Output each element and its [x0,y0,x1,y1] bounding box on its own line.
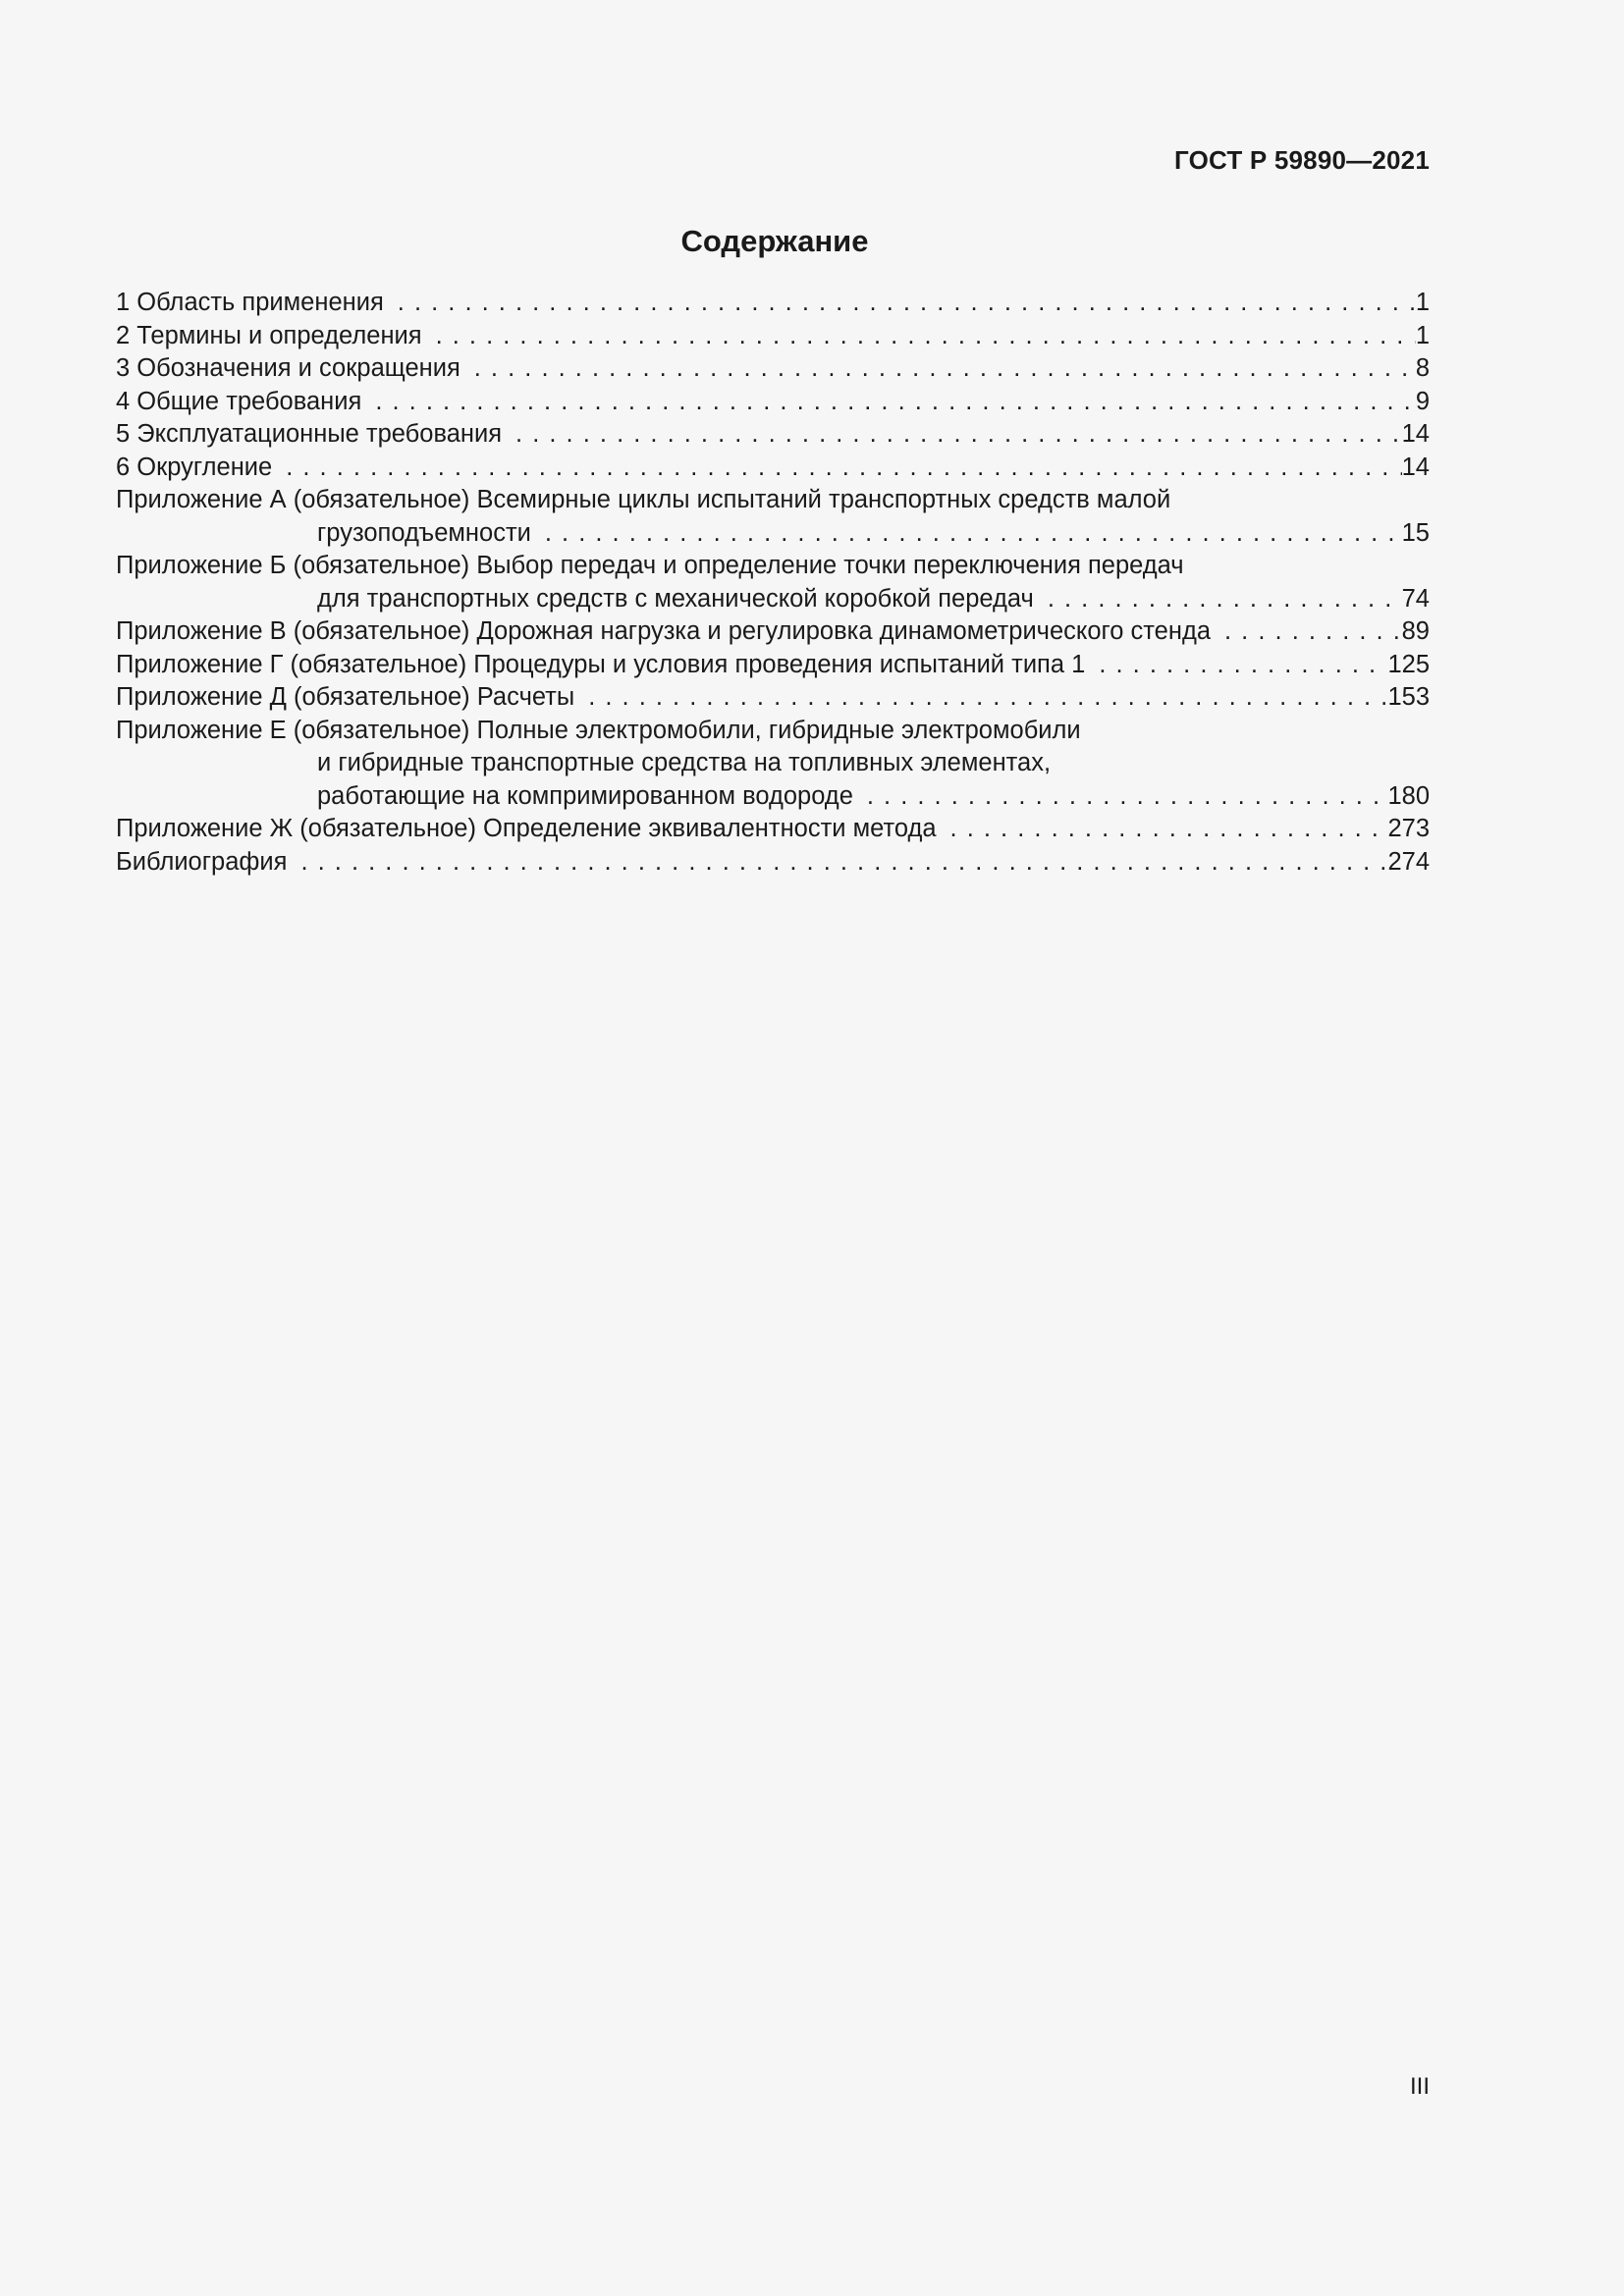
toc-entry-text: Приложение Г (обязательное) Процедуры и условия проведения испытаний типа 1 [116,650,1086,678]
toc-entry-text: 6 Округление [116,453,273,481]
toc-entry-text: Библиография [116,847,288,876]
toc-dot-leader [574,681,1387,715]
toc-page-number: 180 [1387,781,1430,810]
toc-dot-leader [1085,649,1387,682]
toc-entry[interactable] [116,386,1430,419]
toc-entry-line [116,386,1430,419]
toc-entry[interactable] [116,846,1430,880]
toc-dot-leader [422,320,1416,353]
toc-dot-leader [502,418,1402,452]
toc-entry-text: Приложение Е (обязательное) Полные электромобили, гибридные электромобили [116,716,1081,744]
toc-entry[interactable] [116,681,1430,715]
toc-dot-leader [853,780,1388,814]
toc-page-number: 14 [1401,453,1430,481]
toc-entry-text: 2 Термины и определения [116,321,422,349]
toc-entry[interactable] [116,649,1430,682]
toc-entry[interactable] [116,715,1430,814]
toc-entry-text: грузоподъемности [317,518,531,547]
page-header: ГОСТ Р 59890—2021 [1174,145,1430,175]
toc-entry[interactable] [116,813,1430,846]
toc-entry[interactable] [116,550,1430,615]
toc-page-number: 74 [1401,584,1430,613]
toc-entry-continuation [116,583,1430,616]
toc-entry-text: Приложение В (обязательное) Дорожная нагрузка и регулировка динамометрического стенда [116,617,1212,645]
toc-entry-text: и гибридные транспортные средства на топливных элементах, [317,749,1052,776]
toc-entry-text: 3 Обозначения и сокращения [116,354,460,382]
toc-entry-line [116,681,1430,715]
toc-page-number: 273 [1387,815,1430,842]
toc-entry-line [116,287,1430,320]
toc-dot-leader [1211,615,1402,649]
toc-dot-leader [1034,583,1402,616]
page-number: III [1409,2073,1430,2100]
toc-dot-leader [384,287,1416,320]
toc-entry-text: Приложение А (обязательное) Всемирные циклы испытаний транспортных средств малой [116,486,1171,513]
toc-page-number: 89 [1401,617,1430,645]
toc-entry-line [116,550,1430,583]
toc-entry[interactable] [116,287,1430,320]
toc-dot-leader [460,352,1416,386]
toc-entry-line [116,649,1430,682]
toc-entry[interactable] [116,452,1430,485]
toc-entry[interactable] [116,418,1430,452]
toc-entry-text: 5 Эксплуатационные требования [116,420,503,448]
toc-dot-leader [287,846,1387,880]
toc-dot-leader [531,517,1402,551]
toc-page-number: 274 [1387,847,1430,876]
toc-entry[interactable] [116,615,1430,649]
toc-entry-line [116,352,1430,386]
toc-dot-leader [361,386,1415,419]
toc-entry-text: работающие на компримированном водороде [317,781,853,810]
toc-entry-text: 4 Общие требования [116,387,362,415]
toc-entry-text: Приложение Ж (обязательное) Определение эквивалентности метода [116,815,937,842]
toc-entry-text: Приложение Б (обязательное) Выбор передач и определение точки переключения передач [116,552,1184,579]
toc-entry-continuation [116,747,1430,780]
toc-entry-text: для транспортных средств с механической коробкой передач [317,584,1034,613]
toc-entry-continuation [116,517,1430,551]
toc-page-number: 125 [1387,650,1430,678]
toc-entry[interactable] [116,484,1430,550]
toc-entry[interactable] [116,352,1430,386]
toc-page-number: 153 [1387,683,1430,711]
toc-entry-line [116,484,1430,517]
toc-page-number: 1 [1415,289,1430,316]
toc-title: Содержание [680,224,869,258]
toc-entry[interactable] [116,320,1430,353]
toc-entry-text: Приложение Д (обязательное) Расчеты [116,683,575,711]
toc-page-number: 9 [1415,387,1430,415]
toc-entry-line [116,715,1430,748]
toc-entry-line [116,846,1430,880]
toc-page-number: 14 [1401,420,1430,448]
toc-page-number: 15 [1401,518,1430,547]
toc-dot-leader [272,452,1401,485]
toc-page-number: 8 [1415,354,1430,382]
table-of-contents [116,287,1430,879]
toc-entry-continuation [116,780,1430,814]
toc-entry-text: 1 Область применения [116,289,384,316]
toc-entry-line [116,452,1430,485]
toc-entry-line [116,320,1430,353]
toc-dot-leader [937,813,1388,846]
toc-entry-line [116,813,1430,846]
toc-entry-line [116,418,1430,452]
toc-entry-line [116,615,1430,649]
toc-page-number: 1 [1415,321,1430,349]
